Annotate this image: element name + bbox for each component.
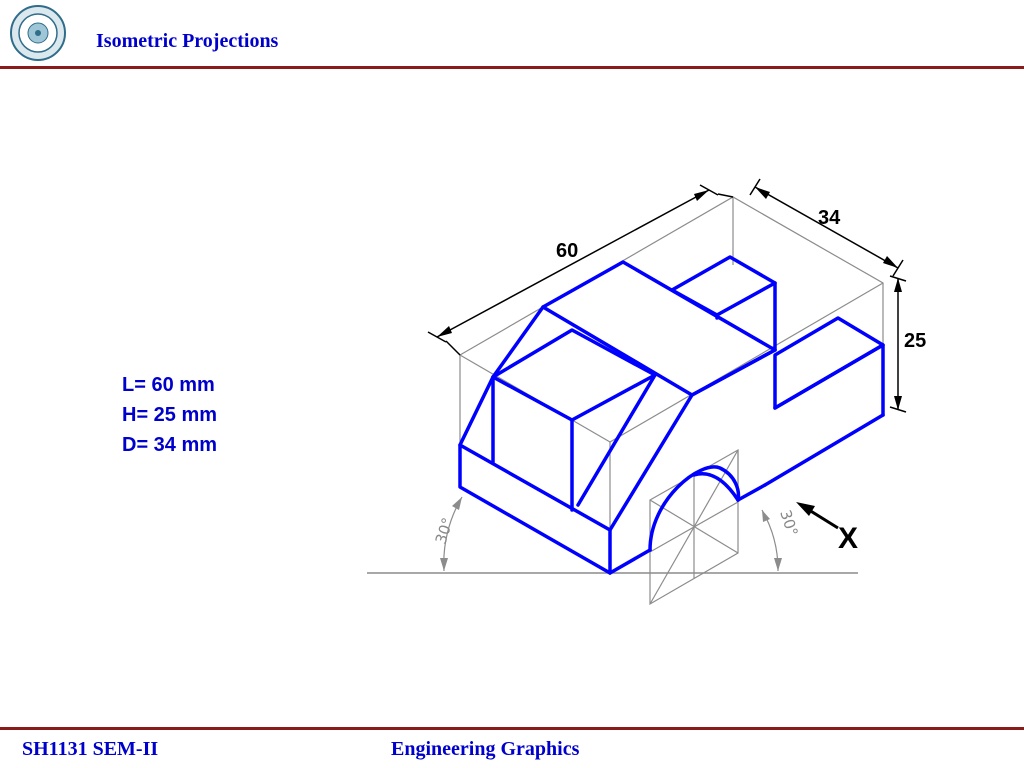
subject-name: Engineering Graphics bbox=[391, 738, 580, 760]
height-dimension: H= 25 mm bbox=[122, 404, 218, 426]
view-arrowhead bbox=[796, 502, 815, 516]
course-code: SH1131 SEM-II bbox=[22, 738, 159, 760]
depth-label: 34 bbox=[818, 207, 841, 229]
footer-divider bbox=[0, 727, 1024, 730]
length-dimension: L= 60 mm bbox=[122, 374, 215, 396]
height-label: 25 bbox=[904, 330, 927, 352]
right-angle-label: 30° bbox=[776, 507, 802, 539]
page-title: Isometric Projections bbox=[96, 30, 279, 52]
car-outline bbox=[460, 257, 883, 573]
depth-dimension: D= 34 mm bbox=[122, 434, 218, 456]
length-label: 60 bbox=[556, 240, 579, 262]
left-angle-label: 30° bbox=[431, 515, 458, 547]
view-direction-label: X bbox=[838, 522, 859, 555]
